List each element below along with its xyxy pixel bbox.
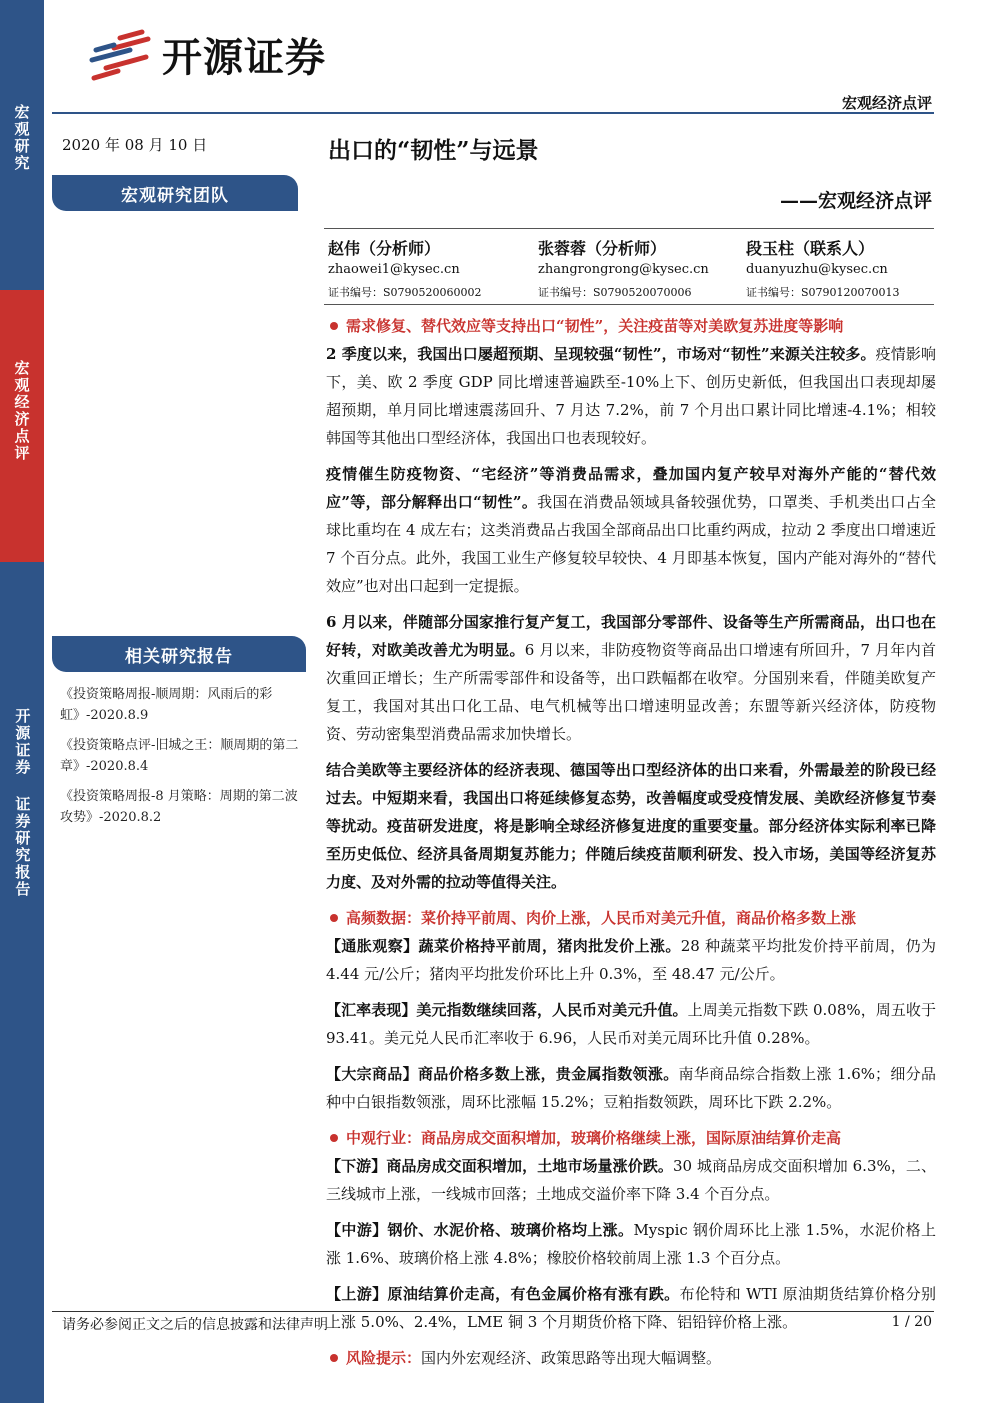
paragraph-text: 布伦特和 WTI 原油期货结算价格分别上涨 5.0%、2.4%，LME 铜 3 个月期货价格下降、铝铅锌价格上涨。 bbox=[326, 1285, 936, 1331]
risk-label: 风险提示： bbox=[346, 1349, 422, 1367]
paragraph-lead: 6 月以来，伴随部分国家推行复产复工，我国部分零部件、设备等生产所需商品，出口也在好转，对欧美改善尤为明显。 bbox=[326, 613, 936, 659]
risk-notice bbox=[326, 1344, 936, 1372]
paragraph bbox=[326, 996, 936, 1052]
paragraph-lead: 【下游】商品房成交面积增加，土地市场量涨价跌。 bbox=[326, 1157, 673, 1175]
side-segment-label: 开源证券 证券研究报告 bbox=[13, 708, 32, 898]
section-heading-text: 高频数据：菜价持平前周、肉价上涨，人民币对美元升值，商品价格多数上涨 bbox=[346, 909, 857, 927]
report-date: 2020 年 08 月 10 日 bbox=[62, 136, 208, 154]
paragraph-lead: 【汇率表现】美元指数继续回落，人民币对美元升值。 bbox=[326, 1001, 688, 1019]
paragraph-lead: 【通胀观察】蔬菜价格持平前周，猪肉批发价上涨。 bbox=[326, 937, 681, 955]
side-segment-label: 宏观研究 bbox=[12, 104, 31, 172]
side-segment-label: 宏观经济点评 bbox=[12, 360, 31, 462]
author-name: 赵伟（分析师） bbox=[328, 239, 441, 258]
title-divider bbox=[324, 228, 934, 229]
related-reports-banner: 相关研究报告 bbox=[52, 636, 306, 672]
report-subtitle: ——宏观经济点评 bbox=[779, 190, 932, 212]
paragraph-text: 28 种蔬菜平均批发价持平前周，仍为 4.44 元/公斤；猪肉平均批发价环比上升 0.3%，至 48.47 元/公斤。 bbox=[326, 937, 936, 983]
related-report-link[interactable]: 《投资策略周报-8 月策略：周期的第二波攻势》-2020.8.2 bbox=[60, 789, 298, 825]
logo-mark-icon bbox=[84, 28, 156, 82]
side-segment-macro-commentary bbox=[0, 290, 44, 562]
side-segment-macro-research bbox=[0, 0, 44, 290]
related-report-link[interactable]: 《投资策略周报-顺周期：风雨后的彩虹》-2020.8.9 bbox=[60, 687, 273, 723]
footer-disclaimer: 请务必参阅正文之后的信息披露和法律声明 bbox=[62, 1317, 328, 1333]
author-block bbox=[746, 236, 956, 300]
paragraph-lead: 2 季度以来，我国出口屡超预期、呈现较强“韧性”，市场对“韧性”来源关注较多。 bbox=[326, 345, 876, 363]
bullet-icon bbox=[330, 322, 338, 330]
report-title: 出口的“韧性”与远景 bbox=[328, 137, 539, 164]
footer-divider bbox=[52, 1311, 934, 1312]
paragraph bbox=[326, 1152, 936, 1208]
related-reports-list bbox=[60, 684, 308, 837]
page-number: 1 / 20 bbox=[891, 1314, 932, 1330]
related-report-link[interactable]: 《投资策略点评-旧城之王：顺周期的第二章》-2020.8.4 bbox=[60, 738, 299, 774]
paragraph bbox=[326, 1280, 936, 1336]
paragraph bbox=[326, 1216, 936, 1272]
bullet-icon bbox=[330, 914, 338, 922]
bullet-icon bbox=[330, 1354, 338, 1362]
author-block bbox=[328, 236, 538, 300]
paragraph-text: 6 月以来，非防疫物资等商品出口增速有所回升，7 月年内首次重回正增长；生产所需零部件和设备等，出口跌幅都在收窄。分国别来看，伴随美欧复产复工，我国对其出口化工品、电气机械等出口增速明显改善；东盟等新兴经济体，防疫物资、劳动密集型消费品需求加快增长。 bbox=[326, 641, 936, 743]
section-heading-text: 中观行业：商品房成交面积增加，玻璃价格继续上涨，国际原油结算价走高 bbox=[346, 1129, 842, 1147]
bullet-icon bbox=[330, 1134, 338, 1142]
paragraph-text: 我国在消费品领域具备较强优势，口罩类、手机类出口占全球比重均在 4 成左右；这类消费品占我国全部商品出口比重约两成，拉动 2 季度出口增速近 7 个百分点。此外，我国工业生产修复较早较快、4 月即基本恢复，国内产能对海外的“替代效应”也对出口起到一定提振。 bbox=[326, 493, 936, 595]
report-type-label: 宏观经济点评 bbox=[841, 94, 932, 112]
paragraph-text: 上周美元指数下跌 0.08%，周五收于 93.41。美元兑人民币汇率收于 6.96，人民币对美元周环比升值 0.28%。 bbox=[326, 1001, 936, 1047]
header-divider bbox=[52, 112, 934, 114]
paragraph-text: 30 城商品房成交面积增加 6.3%，二、三线城市上涨，一线城市回落；土地成交溢价率下降 3.4 个百分点。 bbox=[326, 1157, 936, 1203]
paragraph-lead: 结合美欧等主要经济体的经济表现、德国等出口型经济体的出口来看，外需最差的阶段已经过去。中短期来看，我国出口将延续修复态势，改善幅度或受疫情发展、美欧经济修复节奏等扰动。疫苗研发进度，将是影响全球经济修复进度的重要变量。部分经济体实际利率已降至历史低位、经济具备周期复苏能力；伴随后续疫苗顺利研发、投入市场，美国等经济复苏力度、及对外需的拉动等值得关注。 bbox=[326, 761, 936, 891]
paragraph-lead: 【大宗商品】商品价格多数上涨，贵金属指数领涨。 bbox=[326, 1065, 679, 1083]
section-heading bbox=[326, 904, 936, 932]
side-strip bbox=[0, 0, 44, 1403]
paragraph bbox=[326, 932, 936, 988]
authors-divider bbox=[324, 304, 934, 305]
author-name: 段玉柱（联系人） bbox=[746, 239, 875, 258]
logo-text: 开源证券 bbox=[162, 35, 326, 81]
author-cert: 证书编号：S0790520060002 bbox=[328, 286, 482, 299]
paragraph bbox=[326, 340, 936, 452]
author-cert: 证书编号：S0790120070013 bbox=[746, 286, 900, 299]
paragraph bbox=[326, 1060, 936, 1116]
paragraph-text: 疫情影响下，美、欧 2 季度 GDP 同比增速普遍跌至-10%上下、创历史新低，但我国出口表现却屡超预期，单月同比增速震荡回升、7 月达 7.2%，前 7 个月出口累计同比增速-4.1%；相较韩国等其他出口型经济体，我国出口也表现较好。 bbox=[326, 345, 936, 447]
team-banner: 宏观研究团队 bbox=[52, 175, 298, 211]
paragraph bbox=[326, 756, 936, 896]
company-logo bbox=[84, 26, 326, 83]
section-heading bbox=[326, 1124, 936, 1152]
paragraph-lead: 疫情催生防疫物资、“宅经济”等消费品需求，叠加国内复产较早对海外产能的“替代效应”等，部分解释出口“韧性”。 bbox=[326, 465, 936, 511]
paragraph-text: Myspic 钢价周环比上涨 1.5%，水泥价格上涨 1.6%、玻璃价格上涨 4.8%；橡胶价格较前周上涨 1.3 个百分点。 bbox=[326, 1221, 936, 1267]
author-cert: 证书编号：S0790520070006 bbox=[538, 286, 692, 299]
paragraph-text: 南华商品综合指数上涨 1.6%；细分品种中白银指数领涨，周环比涨幅 15.2%；豆粕指数领跌，周环比下跌 2.2%。 bbox=[326, 1065, 936, 1111]
report-body bbox=[326, 312, 936, 1372]
section-heading-text: 需求修复、替代效应等支持出口“韧性”，关注疫苗等对美欧复苏进度等影响 bbox=[346, 317, 844, 335]
paragraph bbox=[326, 460, 936, 600]
author-block bbox=[538, 236, 748, 300]
risk-text: 国内外宏观经济、政策思路等出现大幅调整。 bbox=[421, 1349, 722, 1367]
author-email[interactable]: zhangrongrong@kysec.cn bbox=[538, 262, 709, 277]
paragraph-lead: 【中游】钢价、水泥价格、玻璃价格均上涨。 bbox=[326, 1221, 634, 1239]
paragraph-lead: 【上游】原油结算价走高，有色金属价格有涨有跌。 bbox=[326, 1285, 680, 1303]
author-email[interactable]: zhaowei1@kysec.cn bbox=[328, 262, 460, 277]
author-email[interactable]: duanyuzhu@kysec.cn bbox=[746, 262, 888, 277]
author-name: 张蓉蓉（分析师） bbox=[538, 239, 667, 258]
section-heading bbox=[326, 312, 936, 340]
paragraph bbox=[326, 608, 936, 748]
side-segment-brand bbox=[0, 562, 44, 1403]
